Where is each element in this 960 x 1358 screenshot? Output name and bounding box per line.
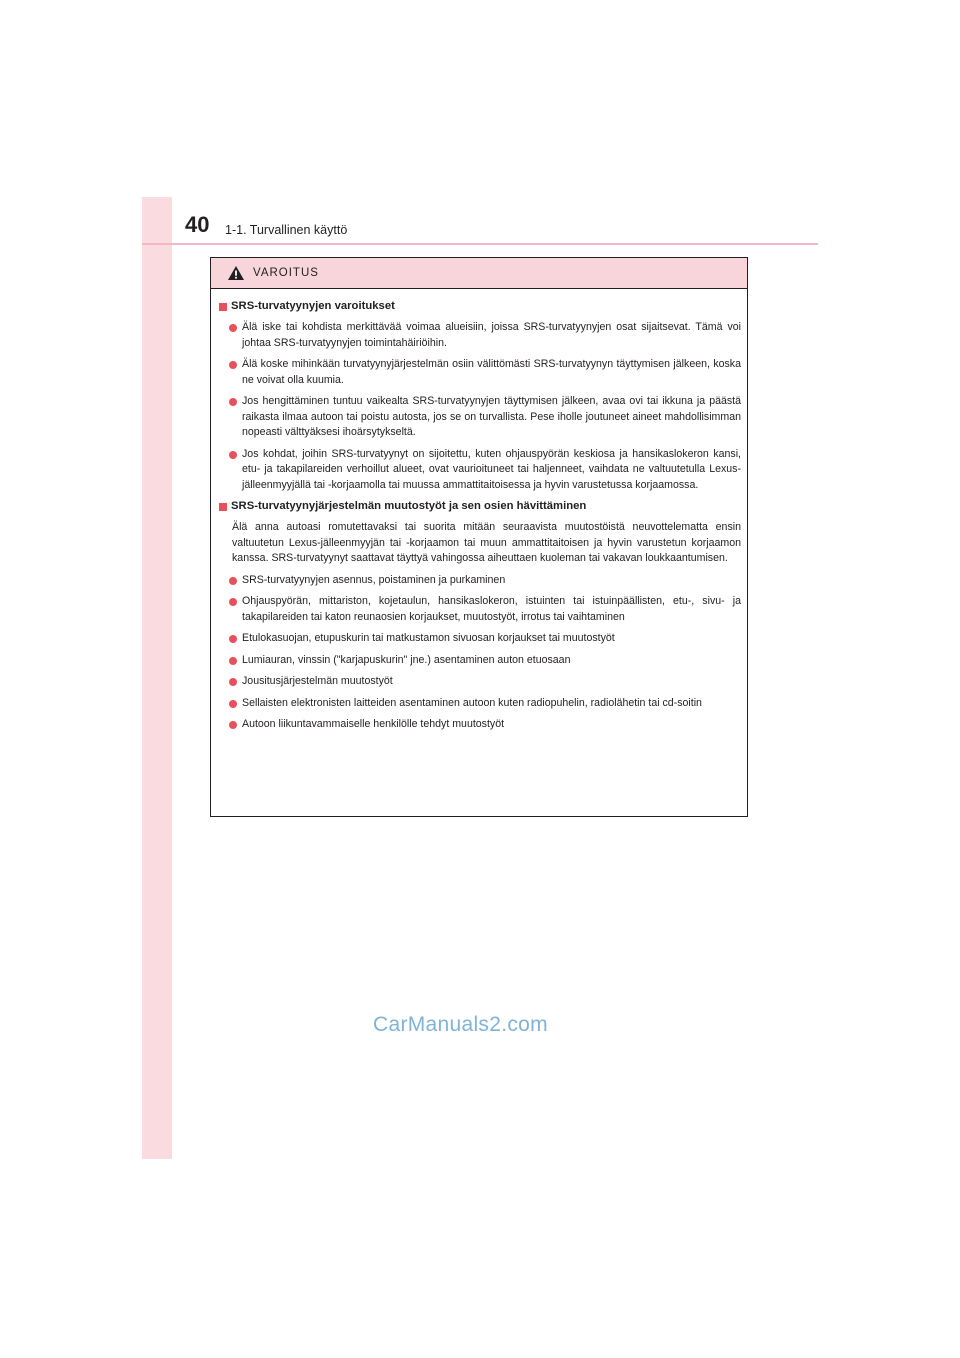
list-item <box>229 357 741 388</box>
section-heading <box>219 299 741 314</box>
list-item-text: Sellaisten elektronisten laitteiden asentaminen autoon kuten radiopuhelin, radiolähetin tai cd-soitin <box>242 696 702 709</box>
list-item <box>229 674 741 690</box>
bullet-dot-icon <box>229 324 237 332</box>
list-item-text: Älä iske tai kohdista merkittävää voimaa alueisiin, joissa SRS-turvatyynyjen osat sijaitsevat. Tämä voi johtaa SRS-turvatyynyjen toimintahäiriöihin. <box>242 321 741 349</box>
list-item <box>229 653 741 669</box>
section-heading-text: SRS-turvatyynyjärjestelmän muutostyöt ja sen osien hävittäminen <box>231 500 587 512</box>
list-item-text: Jos hengittäminen tuntuu vaikealta SRS-turvatyynyjen täyttymisen jälkeen, avaa ovi tai ikkuna ja päästä raikasta ilmaa autoon tai poistu autosta, jos se on turvallista. Pese iholle joutuneet aineet mahdollisimman nopeasti välttyäksesi ihoärsytykseltä. <box>242 395 741 438</box>
list-item <box>229 573 741 589</box>
side-band <box>142 197 172 1159</box>
list-item-text: Älä koske mihinkään turvatyynyjärjestelmän osiin välittömästi SRS-turvatyynyn täyttymisen jälkeen, koska ne voivat olla kuumia. <box>242 358 741 386</box>
section-title: 1-1. Turvallinen käyttö <box>225 223 348 237</box>
bullet-dot-icon <box>229 451 237 459</box>
list-item <box>229 594 741 625</box>
warning-box <box>210 257 748 817</box>
list-item <box>229 717 741 733</box>
bullet-dot-icon <box>229 700 237 708</box>
section-heading <box>219 499 741 514</box>
bullet-dot-icon <box>229 598 237 606</box>
section-paragraph: Älä anna autoasi romutettavaksi tai suorita mitään seuraavista muutostöistä neuvottelematta ensin valtuutetun Lexus-jälleenmyyjän tai -korjaamon tai muun ammattitaitoisen ja hyvin varustetun korjaamon kanssa. SRS-turvatyynyt saattavat täyttyä vahingossa aiheuttaen kuoleman tai vakavan loukkaantumisen. <box>232 521 741 564</box>
list-item-text: Autoon liikuntavammaiselle henkilölle tehdyt muutostyöt <box>242 718 505 730</box>
list-item <box>229 631 741 647</box>
list-item-text: SRS-turvatyynyjen asennus, poistaminen ja purkaminen <box>242 573 506 586</box>
list-item-text: Etulokasuojan, etupuskurin tai matkustamon sivuosan korjaukset tai muutostyöt <box>242 632 615 644</box>
list-item <box>229 447 741 494</box>
bullet-dot-icon <box>229 657 237 665</box>
bullet-dot-icon <box>229 361 237 369</box>
watermark-link[interactable]: CarManuals2.com <box>373 1013 548 1036</box>
square-bullet-icon <box>219 503 227 511</box>
warning-triangle-icon <box>227 265 245 281</box>
list-item-text: Lumiauran, vinssin ("karjapuskurin" jne.) asentaminen auton etuosaan <box>242 653 571 666</box>
header-rule <box>142 243 818 245</box>
warning-body <box>211 289 747 733</box>
list-item <box>229 696 741 712</box>
bullet-dot-icon <box>229 577 237 585</box>
list-item <box>229 320 741 351</box>
list-item-text: Jos kohdat, joihin SRS-turvatyynyt on sijoitettu, kuten ohjauspyörän keskiosa ja hansikaslokeron kansi, etu- ja takapilareiden verhoillut alueet, ovat vaurioituneet tai haljenneet, vaihdata ne valtuutetulla Lexus-jälleenmyyjällä tai -korjaamolla tai muussa ammattitaitoisessa ja hyvin varustetussa korjaamossa. <box>242 447 741 491</box>
warning-title: VAROITUS <box>253 267 319 279</box>
bullet-dot-icon <box>229 678 237 686</box>
page-number: 40 <box>185 212 210 237</box>
list-item <box>229 394 741 441</box>
square-bullet-icon <box>219 303 227 311</box>
section-heading-text: SRS-turvatyynyjen varoitukset <box>231 300 395 312</box>
bullet-dot-icon <box>229 398 237 406</box>
bullet-dot-icon <box>229 635 237 643</box>
bullet-dot-icon <box>229 721 237 729</box>
list-item-text: Jousitusjärjestelmän muutostyöt <box>242 675 393 687</box>
warning-header <box>211 258 747 289</box>
list-item-text: Ohjauspyörän, mittariston, kojetaulun, hansikaslokeron, istuinten tai istuinpäällisten, etu-, sivu- ja takapilareiden tai katon reunaosien korjaukset, muutostyöt, irrotus tai vaihtaminen <box>242 595 741 623</box>
